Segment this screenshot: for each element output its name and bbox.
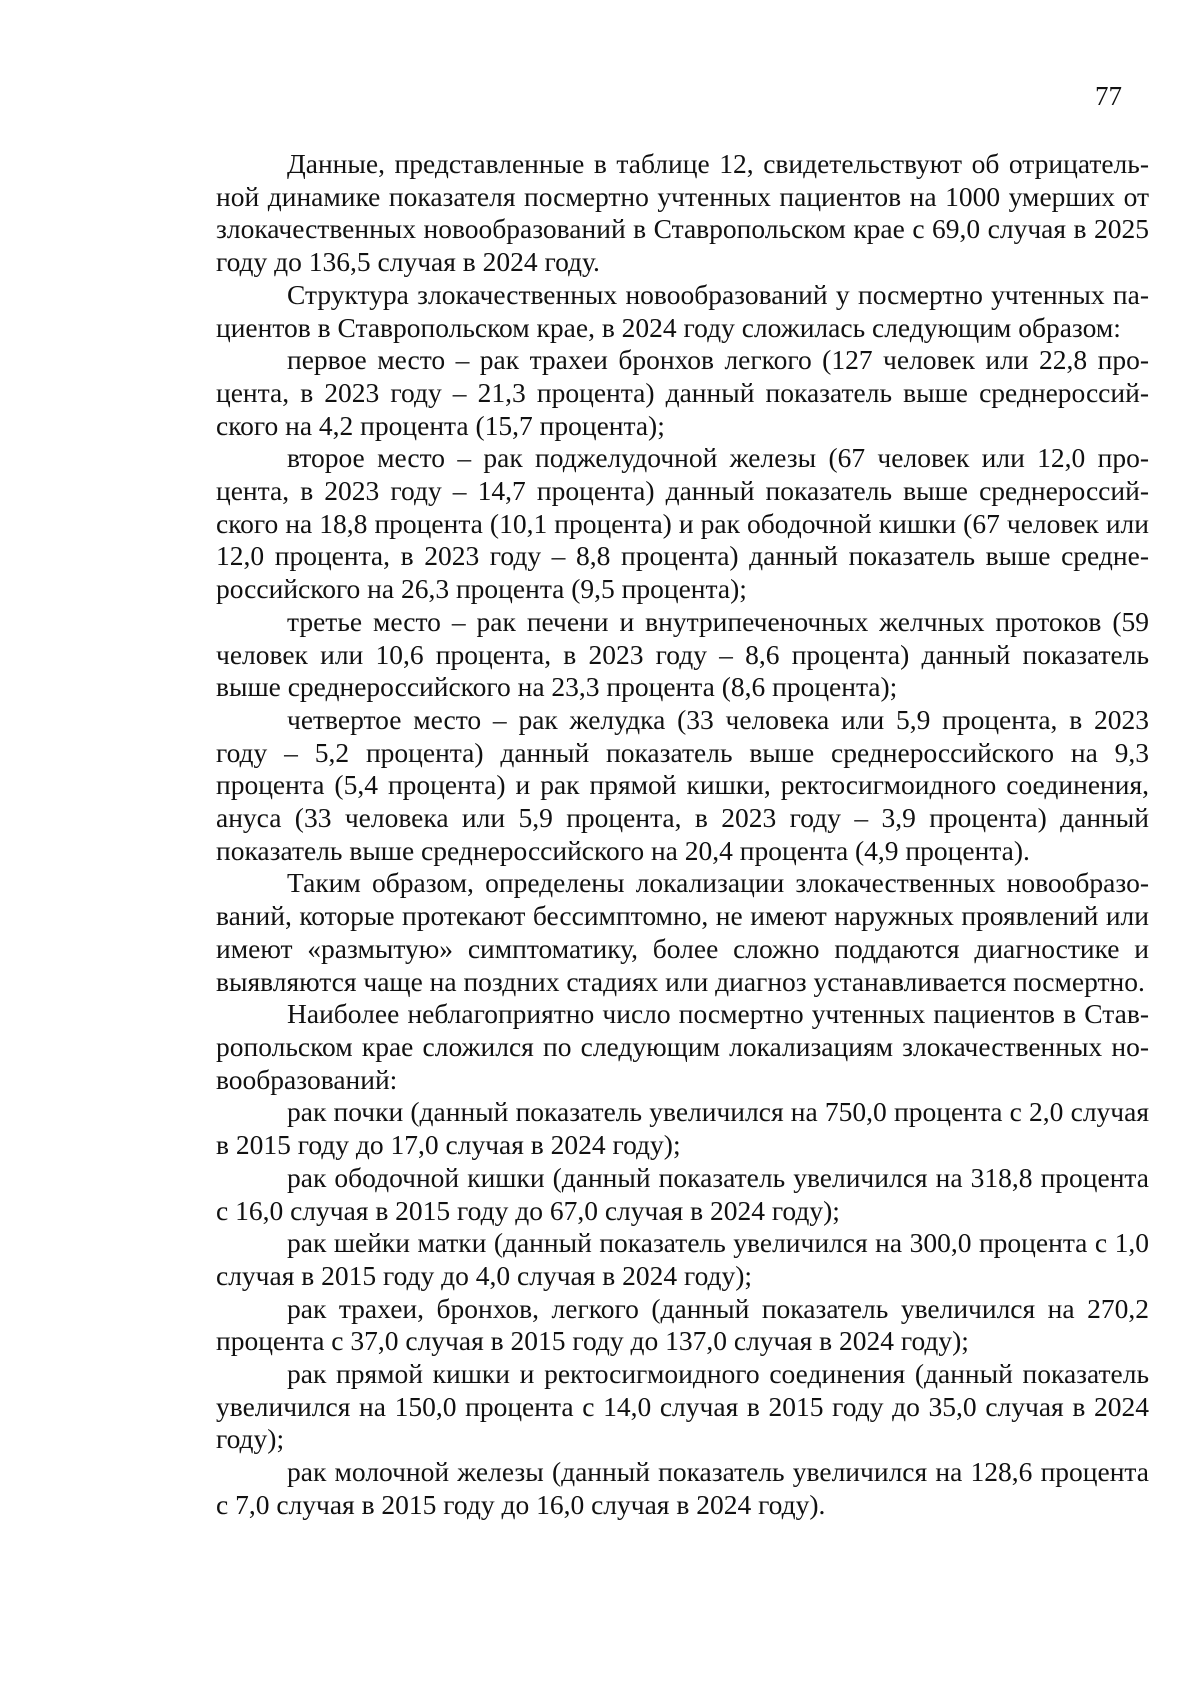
paragraph-colon-cancer: рак ободочной кишки (данный показатель увеличился на 318,8 процента с 16,0 случая в 2015 году до 67,0 случая в 2024 году); (216, 1161, 1149, 1226)
paragraph-rectal-cancer: рак прямой кишки и ректосигмоидного соединения (данный показатель увеличился на 150,0 процента с 14,0 случая в 2015 году до 35,0 случая в 2024 году); (216, 1358, 1149, 1455)
paragraph-breast-cancer: рак молочной железы (данный показатель увеличился на 128,6 процента с 7,0 случая в 2015 году до 16,0 случая в 2024 году). (216, 1456, 1149, 1520)
paragraph-conclusion: Таким образом, определены локализации злокачественных новообразований, которые протекают бессимптомно, не имеют наружных проявлений или имеют «размытую» симптоматику, более сложно поддаются диагностике и выявляются чаще на поздних стадиях или диагноз устанавливается посмертно. (216, 867, 1149, 997)
paragraph-first-place: первое место – рак трахеи бронхов легкого (127 человек или 22,8 процента, в 2023 году – 21,3 процента) данный показатель выше среднероссийского на 4,2 процента (15,7 процента); (216, 344, 1149, 441)
paragraph-cervical-cancer: рак шейки матки (данный показатель увеличился на 300,0 процента с 1,0 случая в 2015 году до 4,0 случая в 2024 году); (216, 1227, 1149, 1291)
paragraph-fourth-place: четвертое место – рак желудка (33 человека или 5,9 процента, в 2023 году – 5,2 процента) данный показатель выше среднероссийского на 9,3 процента (5,4 процента) и рак прямой кишки, ректосигмоидного соединения, ануса (33 человека или 5,9 процента, в 2023 году – 3,9 процента) данный показатель выше среднероссийского на 20,4 процента (4,9 процента). (216, 703, 1149, 866)
page-number: 77 (1095, 81, 1122, 111)
paragraph-unfavorable-intro: Наиболее неблагоприятно число посмертно учтенных пациентов в Ставропольском крае сложился по следующим локализациям злокачественных новообразований: (216, 998, 1149, 1095)
paragraph-structure-intro: Структура злокачественных новообразований у посмертно учтенных пациентов в Ставропольском крае, в 2024 году сложилась следующим образом: (216, 278, 1149, 343)
paragraph-table-12-dynamics: Данные, представленные в таблице 12, свидетельствуют об отрицательной динамике показателя посмертно учтенных пациентов на 1000 умерших от злокачественных новообразований в Ставропольском крае с 69,0 случая в 2025 году до 136,5 случая в 2024 году. (216, 148, 1149, 278)
paragraph-lung-cancer: рак трахеи, бронхов, легкого (данный показатель увеличился на 270,2 процента с 37,0 случая в 2015 году до 137,0 случая в 2024 году); (216, 1292, 1149, 1357)
paragraph-second-place: второе место – рак поджелудочной железы (67 человек или 12,0 процента, в 2023 году – 14,7 процента) данный показатель выше среднероссийского на 18,8 процента (10,1 процента) и рак ободочной кишки (67 человек или 12,0 процента, в 2023 году – 8,8 процента) данный показатель выше среднероссийского на 26,3 процента (9,5 процента); (216, 442, 1149, 605)
body-text (216, 148, 1149, 1522)
paragraph-kidney-cancer: рак почки (данный показатель увеличился на 750,0 процента с 2,0 случая в 2015 году до 17,0 случая в 2024 году); (216, 1096, 1149, 1161)
paragraph-third-place: третье место – рак печени и внутрипеченочных желчных протоков (59 человек или 10,6 процента, в 2023 году – 8,6 процента) данный показатель выше среднероссийского на 23,3 процента (8,6 процента); (216, 605, 1149, 703)
